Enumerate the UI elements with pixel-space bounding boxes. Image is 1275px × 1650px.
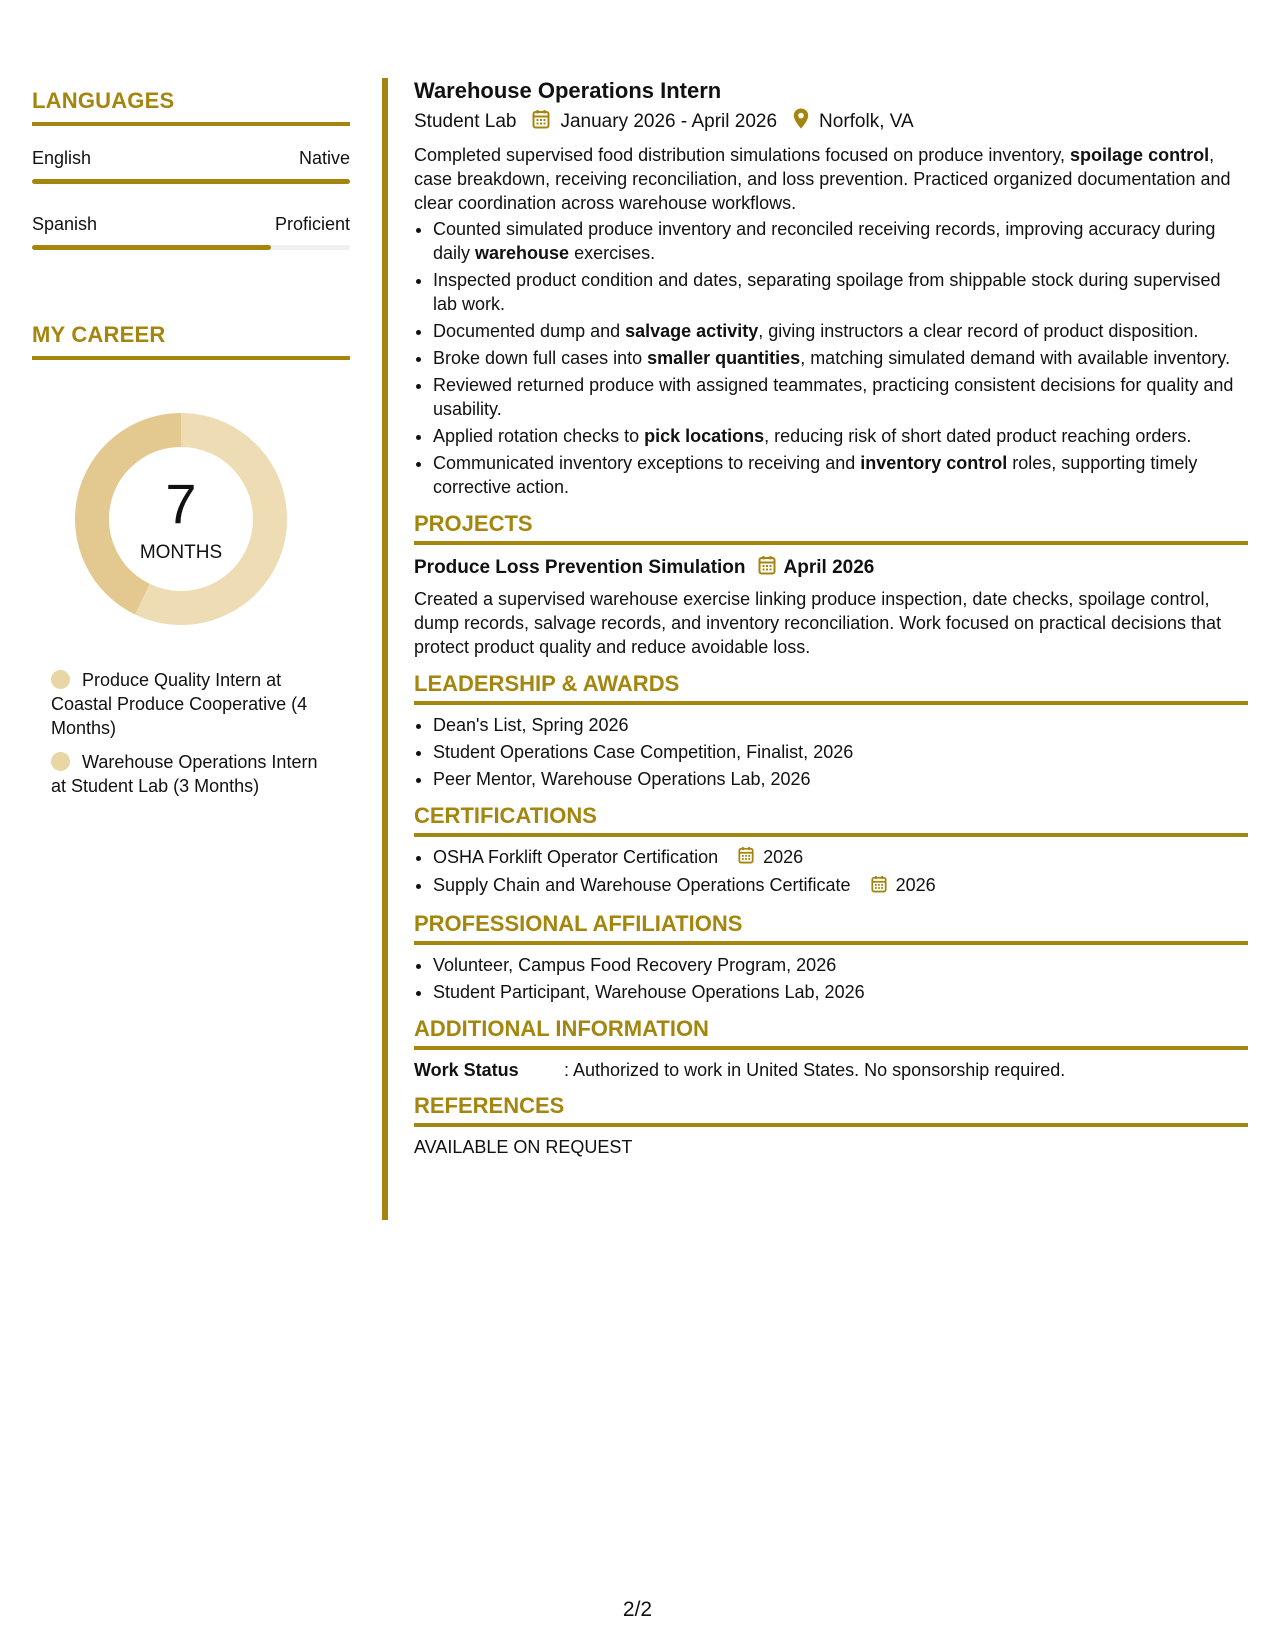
certifications-heading: CERTIFICATIONS [414, 803, 1248, 837]
affiliations-heading: PROFESSIONAL AFFILIATIONS [414, 911, 1248, 945]
affiliation-item: • Student Participant, Warehouse Operations Lab, 2026 [433, 980, 1248, 1004]
language-proficiency-fill [32, 245, 271, 250]
project-title-line [414, 555, 1248, 581]
career-legend-text: Warehouse Operations Intern at Student Lab (3 Months) [51, 752, 318, 796]
summary-part: , case breakdown, receiving reconciliation, and loss prevention. Practiced organized documentation and clear coordination across warehouse workflows. [414, 145, 1231, 213]
work-status-value: : Authorized to work in United States. No sponsorship required. [564, 1059, 1066, 1080]
leadership-item: • Student Operations Case Competition, Finalist, 2026 [433, 740, 1248, 764]
bullet-text: Inspected product condition and dates, separating spoilage from shippable stock during supervised lab work. [433, 270, 1221, 314]
project-description: Created a supervised warehouse exercise linking produce inspection, date checks, spoilage control, dump records, salvage records, and inventory reconciliation. Work focused on practical decisions that protect product quality and reduce avoidable loss. [414, 589, 1222, 657]
calendar-icon [738, 846, 754, 870]
job-bullet [433, 451, 1248, 499]
leadership-item: • Peer Mentor, Warehouse Operations Lab, 2026 [433, 767, 1248, 791]
certification-year: 2026 [895, 875, 936, 896]
certifications-list [414, 845, 1248, 899]
leadership-item: • Dean's List, Spring 2026 [433, 713, 1248, 737]
language-name: Spanish [32, 214, 98, 234]
bullet-bold: salvage activity [625, 321, 759, 341]
donut-center [66, 404, 296, 634]
career-legend [32, 668, 350, 798]
language-proficiency-bar [32, 179, 350, 184]
language-list [32, 148, 350, 250]
legend-dot [51, 670, 70, 689]
left-column [32, 88, 350, 808]
legend-dot [51, 752, 70, 771]
page-number: 2/2 [622, 1598, 653, 1621]
job-bullet [433, 424, 1248, 448]
bullet-text: Counted simulated produce inventory and reconciled receiving records, improving accuracy during daily [433, 219, 1216, 263]
additional-info-heading: ADDITIONAL INFORMATION [414, 1016, 1248, 1050]
summary-part-bold: spoilage control [1070, 145, 1210, 165]
affiliations-list [414, 953, 1248, 1004]
career-heading: MY CAREER [32, 322, 350, 360]
job-bullet [433, 217, 1248, 265]
references-heading: REFERENCES [414, 1093, 1248, 1127]
bullet-text: Applied rotation checks to [433, 426, 645, 446]
work-status-row [414, 1060, 1248, 1081]
right-column [414, 78, 1248, 1158]
career-total-value: 7 [165, 472, 197, 535]
summary-part: Completed supervised food distribution simulations focused on produce inventory, [414, 145, 1071, 165]
leadership-heading: LEADERSHIP & AWARDS [414, 671, 1248, 705]
calendar-icon [871, 875, 887, 899]
job-meta [414, 108, 1248, 135]
language-level: Proficient [274, 214, 350, 234]
leadership-list [414, 713, 1248, 791]
language-item [32, 148, 350, 184]
certification-name: Supply Chain and Warehouse Operations Certificate [433, 875, 851, 896]
job-bullet [433, 373, 1248, 421]
bullet-bold: smaller quantities [647, 348, 801, 368]
job-bullet [433, 319, 1248, 343]
bullet-bold: inventory control [860, 453, 1008, 473]
job-location: Norfolk, VA [819, 110, 914, 132]
calendar-icon [532, 109, 550, 135]
language-level: Native [298, 148, 350, 168]
language-proficiency-fill [32, 179, 350, 184]
project-title: Produce Loss Prevention Simulation [414, 557, 746, 578]
career-legend-item [51, 668, 321, 740]
calendar-icon [758, 555, 776, 581]
bullet-text: , matching simulated demand with available inventory. [800, 348, 1231, 368]
certification-item [433, 873, 1248, 898]
job-bullet [433, 346, 1248, 370]
project-date: April 2026 [783, 557, 875, 578]
job-dates: January 2026 - April 2026 [560, 110, 778, 132]
language-name: English [32, 148, 92, 168]
bullet-text: exercises. [569, 243, 656, 263]
column-divider [382, 78, 388, 1220]
bullet-text: Communicated inventory exceptions to receiving and [433, 453, 861, 473]
career-total-unit: MONTHS [139, 542, 223, 563]
bullet-text: roles, supporting timely corrective action. [433, 453, 1198, 497]
languages-heading: LANGUAGES [32, 88, 350, 126]
bullet-text: , reducing risk of short dated product reaching orders. [764, 426, 1192, 446]
bullet-bold: warehouse [475, 243, 570, 263]
work-status-label: Work Status [414, 1059, 519, 1080]
career-legend-text: Produce Quality Intern at Coastal Produce Cooperative (4 Months) [51, 670, 308, 738]
references-text: AVAILABLE ON REQUEST [414, 1136, 633, 1157]
job-summary [414, 143, 1248, 215]
certification-item [433, 845, 1248, 870]
affiliation-item: • Volunteer, Campus Food Recovery Program, 2026 [433, 953, 1248, 977]
bullet-text: Reviewed returned produce with assigned teammates, practicing consistent decisions for quality and usability. [433, 375, 1234, 419]
certification-name: OSHA Forklift Operator Certification [433, 847, 719, 867]
location-pin-icon [793, 108, 809, 135]
bullet-text: Documented dump and [433, 321, 626, 341]
certification-year: 2026 [763, 847, 804, 867]
projects-heading: PROJECTS [414, 511, 1248, 545]
company-name: Student Lab [414, 110, 517, 132]
language-proficiency-bar [32, 245, 350, 250]
job-title: Warehouse Operations Intern [414, 78, 722, 103]
language-item [32, 214, 350, 250]
job-bullets [414, 217, 1248, 499]
job-bullet [433, 268, 1248, 316]
career-donut-chart [66, 404, 296, 634]
bullet-text: , giving instructors a clear record of product disposition. [758, 321, 1199, 341]
bullet-bold: pick locations [644, 426, 765, 446]
bullet-text: Broke down full cases into [433, 348, 648, 368]
career-legend-item [51, 750, 321, 798]
